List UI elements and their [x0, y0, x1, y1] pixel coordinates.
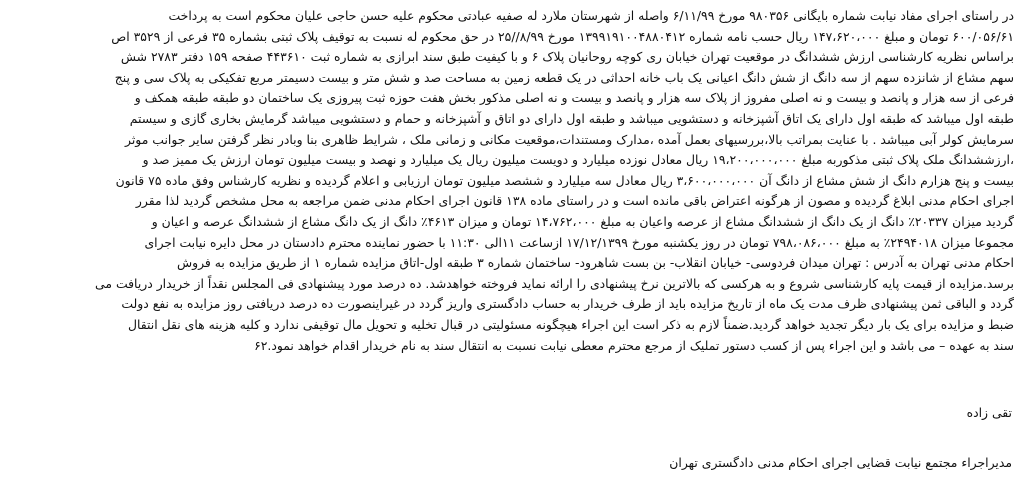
notice-line-4: سهم مشاع از شانزده سهم از سه دانگ از شش دانگ اعیانی یک باب خانه احداثی در یک قطعه زمین به مساحت صد و شش متر و بیست دسیمتر مربع تفکیکی به پلاک سی و پنج: [114, 69, 1014, 85]
notice-line-2: ۶۰۰/۰۵۶/۶۱ تومان و مبلغ ۱۴۷،۶۲۰،۰۰۰ ریال حسب نامه شماره ۱۳۹۹۱۹۱۰۰۴۸۸۰۴۱۲ مورخ ۸/۹۹//۲۵ در حق محکوم له نسبت به توقیف پلاک ثبتی بشماره ۳۵ فرعی از ۳۵۲۹ اص: [111, 28, 1014, 44]
notice-line-8: ،ارزششدانگ ملک پلاک ثبتی مذکوربه مبلغ ۱۹،۲۰۰،۰۰۰،۰۰۰ ریال معادل نوزده میلیارد و دویست میلیون ریال یک میلیارد و نهصد و بیست میلیون تومان ارزش یک ممیز صد و: [142, 152, 1014, 168]
notice-line-9: بیست و پنج هزارم دانگ از شش مشاع از دانگ آن ۳،۶۰۰،۰۰۰،۰۰۰ ریال معادل سه میلیارد و ششصد میلیون تومان ارزیابی و اعلام گردیده و نظریه کارشناس وفق ماده ۷۵ قانون: [115, 172, 1014, 188]
notice-line-13: احکام مدنی تهران به آدرس : تهران میدان فردوسی- خیابان انقلاب- بن بست شاهرود- ساختمان شماره ۳ طبقه اول-اتاق مزایده شماره ۱ از طریق مزایده به فروش: [176, 255, 1014, 271]
signature-spacer: [412, 425, 1012, 451]
notice-line-17: سند به عهده – می باشد و این اجراء پس از کسب دستور تملیک از مرجع محترم معطی نیابت نسبت به انتقال سند به نام خریدار اقدام خواهد نمود.۶۲: [254, 337, 1014, 353]
notice-line-12: مجموعا میزان ۲۴۹۴۰۱۸٪ به مبلغ ۷۹۸،۰۸۶،۰۰۰ تومان در روز یکشنبه مورخ ۱۷/۱۲/۱۳۹۹ ازساعت ۱۱الی ۱۱:۳۰ با حضور نماینده محترم دادستان در محل دایره نیابت اجرای: [144, 234, 1014, 250]
notice-body: [10, 6, 1014, 356]
signatory-name: تقی زاده: [966, 405, 1012, 420]
notice-line-3: براساس نظریه کارشناسی ارزش ششدانگ در موقعیت تهران خیابان ری کوچه روحانیان پلاک ۶ و با کیفیت طبق سند ابرازی به شماره ثبت ۴۴۳۶۱۰ صفحه ۱۵۹ دفتر ۲۷۸۳ شش: [120, 49, 1014, 65]
notice-line-6: طبقه اول میباشد که طبقه اول دارای یک اتاق آشپزخانه و دستشویی میباشد و طبقه اول دارای دو اتاق و آشپزخانه و حمام و دستشویی میباشد گرمایش بخاری گازی و سیستم: [129, 110, 1014, 126]
notice-line-5: فرعی از سه هزار و پانصد و بیست و نه اصلی مفروز از پلاک سه هزار و پانصد و بیست و نه اصلی مذکور بخش هفت حوزه ثبت پیروزی یک ساختمان دو طبقه طبقه همکف و: [134, 90, 1014, 106]
notice-line-7: سرمایش کولر آبی میباشد . با عنایت بمراتب بالا،بررسیهای بعمل آمده ،مدارک ومستندات،موقعیت مکانی و زمانی ملک ، شرایط ظاهری بنا وبادر نظر گرفتن سایر جوانب موثر: [125, 131, 1014, 147]
notice-line-15: گردد و الباقی ثمن پیشنهادی ظرف مدت یک ماه از تاریخ مزایده باید از طرف خریدار به حساب دادگستری واریز گردد در غیراینصورت ده درصد دریافتی روز مزایده به نفع دولت: [121, 296, 1014, 312]
notice-line-10: اجرای احکام مدنی ابلاغ گردیده و مصون از هرگونه اعتراض باقی مانده است و در راستای ماده ۱۳۸ قانون اجرای احکام مدنی ضمن مراجعه به محل مشخص گردید لذا مقرر: [135, 193, 1014, 209]
notice-line-14: برسد.مزایده از قیمت پایه کارشناسی شروع و به هرکسی که بالاترین نرخ پیشنهادی را ارائه نماید فروخته خواهدشد. ده درصد مورد پیشنهادی فی المجلس نقداً از خریدار دریافت می: [95, 275, 1014, 291]
notice-line-16: ضبط و مزایده برای یک بار دیگر تجدید خواهد گردید.ضمناً لازم به ذکر است این اجراء هیچگونه مسئولیتی در قبال تخلیه و تحویل مال توقیفی ندارد و کلیه هزینه های نقل انتقال: [128, 316, 1014, 332]
notice-line-1: در راستای اجرای مفاد نیابت شماره بایگانی ۹۸۰۳۵۶ مورخ ۶/۱۱/۹۹ واصله از شهرستان ملارد له صفیه عبادتی محکوم علیه حسن حاجی علیان محکوم است به پرداخت: [168, 8, 1014, 23]
signature-block: [412, 401, 1012, 475]
signatory-title: مدیراجراء مجتمع نیابت قضایی اجرای احکام مدنی دادگستری تهران: [669, 455, 1012, 470]
notice-line-11: گردید میزان ۲۰۳۳۷٪ دانگ از یک دانگ از ششدانگ مشاع از عرصه واعیان به مبلغ ۱۴،۷۶۲،۰۰۰ تومان و میزان ۴۶۱۳٪ دانگ از یک دانگ مشاع از ششدانگ عرصه و اعیان و: [151, 213, 1014, 229]
